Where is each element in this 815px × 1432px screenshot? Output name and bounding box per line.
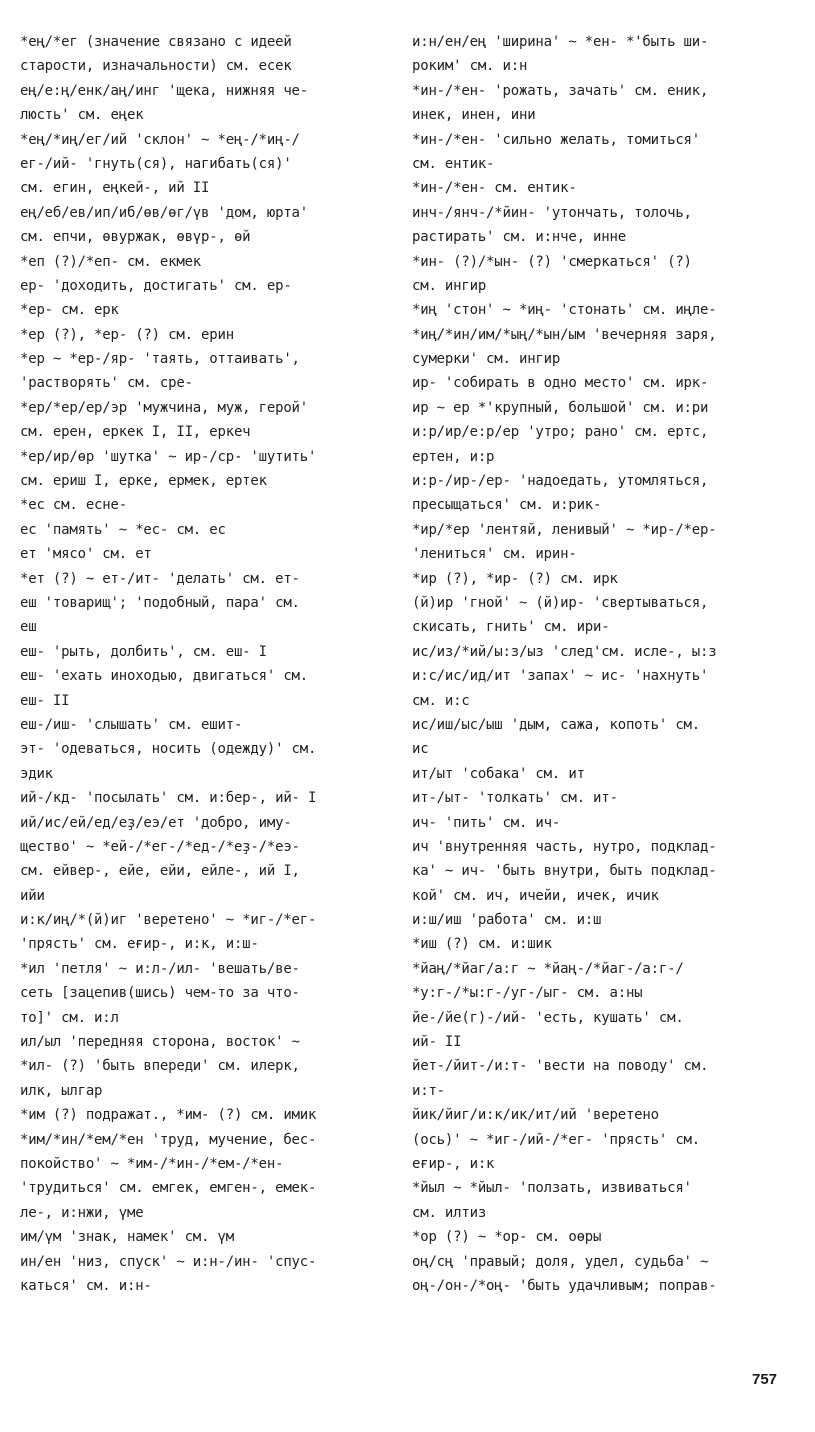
- text-line: ий- II: [412, 1034, 462, 1051]
- text-line: ич- 'пить' см. ич-: [412, 814, 561, 831]
- text-line: ич 'внутренняя часть, нутро, подклад-: [412, 838, 717, 855]
- text-line: *иң/*ин/им/*ың/*ын/ым 'вечерняя заря,: [412, 326, 717, 343]
- text-line: см. ингир: [412, 277, 487, 294]
- text-line: еғир-, и:к: [412, 1155, 495, 1172]
- text-line: оң-/он-/*оң- 'быть удачливым; поправ-: [412, 1277, 717, 1294]
- text-line: *ин-/*ен- 'сильно желать, томиться': [412, 131, 701, 148]
- text-line: инек, инен, ини: [412, 107, 536, 124]
- text-line: см. ейвер-, ейе, ейи, ейле-, ий I,: [20, 863, 300, 880]
- text-line: *иң 'стон' ~ *иң- 'стонать' см. иңле-: [412, 302, 717, 319]
- text-line: см. илтиз: [412, 1204, 487, 1221]
- text-line: см. ентик-: [412, 155, 495, 172]
- text-line: *ер- см. ерк: [20, 302, 119, 319]
- page-number: 757: [752, 1371, 778, 1388]
- text-line: оң/сң 'правый; доля, удел, судьба' ~: [412, 1253, 709, 1270]
- text-line: ис/иш/ыс/ыш 'дым, сажа, копоть' см.: [412, 716, 701, 733]
- text-line: и:к/иң/*(й)иг 'веретено' ~ *иг-/*ег-: [20, 912, 317, 929]
- text-line: кой' см. ич, ичейи, ичек, ичик: [412, 887, 659, 904]
- text-line: ер- 'доходить, достигать' см. ер-: [20, 277, 292, 294]
- text-line: роким' см. и:н: [412, 58, 528, 75]
- text-line: илк, ылгар: [20, 1082, 103, 1099]
- text-line: еш- II: [20, 692, 70, 709]
- text-line: ка' ~ ич- 'быть внутри, быть подклад-: [412, 863, 717, 880]
- text-line: *ер ~ *ер-/яр- 'таять, оттаивать',: [20, 351, 300, 368]
- text-line: ий-/кд- 'посылать' см. и:бер-, ий- I: [20, 790, 317, 807]
- text-line: эт- 'одеваться, носить (одежду)' см.: [20, 741, 317, 758]
- right-column: [412, 30, 797, 1298]
- text-line: и:р/ир/е:р/ер 'утро; рано' см. ертс,: [412, 424, 709, 441]
- text-line: *иш (?) см. и:шик: [412, 936, 552, 953]
- text-line: ет 'мясо' см. ет: [20, 546, 152, 563]
- text-line: и:ш/иш 'работа' см. и:ш: [412, 912, 602, 929]
- text-line: йик/йиг/и:к/ик/ит/ий 'веретено: [412, 1107, 659, 1124]
- text-line: еш 'товарищ'; 'подобный, пара' см.: [20, 594, 300, 611]
- text-line: *йаң/*йаг/а:г ~ *йаң-/*йаг-/а:г-/: [412, 960, 684, 977]
- text-line: еш- 'рыть, долбить', см. еш- I: [20, 643, 267, 660]
- text-line: см. егин, еңкей-, ий II: [20, 180, 210, 197]
- text-line: *eң/*иң/ег/ий 'склон' ~ *eң-/*иң-/: [20, 131, 300, 148]
- text-line: ис/из/*ий/ы:з/ыз 'след'см. исле-, ы:з: [412, 643, 717, 660]
- text-line: и:т-: [412, 1082, 445, 1099]
- text-line: см. ериш I, ерке, ермек, ертек: [20, 473, 267, 490]
- text-line: см. ерен, еркек I, II, еркеч: [20, 424, 251, 441]
- text-line: *ер (?), *ер- (?) см. ерин: [20, 326, 234, 343]
- text-line: ес 'память' ~ *ес- см. ес: [20, 521, 226, 538]
- text-line: *eп (?)/*eп- см. екмек: [20, 253, 202, 270]
- text-line: люсть' см. еңек: [20, 107, 144, 124]
- text-line: *ин-/*ен- 'рожать, зачать' см. еник,: [412, 82, 709, 99]
- text-line: и:р-/ир-/ер- 'надоедать, утомляться,: [412, 473, 709, 490]
- text-line: *ес см. есне-: [20, 497, 127, 514]
- text-line: *ир/*ер 'лентяй, ленивый' ~ *ир-/*ер-: [412, 521, 717, 538]
- text-line: каться' см. и:н-: [20, 1277, 152, 1294]
- text-line: ир ~ ер *'крупный, большой' см. и:ри: [412, 399, 709, 416]
- text-line: старости, изначальности) см. есек: [20, 58, 292, 75]
- text-line: ир- 'собирать в одно место' см. ирк-: [412, 375, 709, 392]
- text-line: *ер/*ер/ер/эр 'мужчина, муж, герой': [20, 399, 309, 416]
- text-line: ит/ыт 'собака' см. ит: [412, 765, 585, 782]
- text-line: *ин-/*ен- см. ентик-: [412, 180, 577, 197]
- text-line: (й)ир 'гной' ~ (й)ир- 'свертываться,: [412, 594, 709, 611]
- text-line: *им (?) подражат., *им- (?) см. имик: [20, 1107, 317, 1124]
- text-line: пресыщаться' см. и:рик-: [412, 497, 602, 514]
- text-line: (ось)' ~ *иг-/ий-/*ег- 'прясть' см.: [412, 1131, 701, 1148]
- text-line: сеть [зацепив(шись) чем-то за что-: [20, 985, 300, 1002]
- text-line: ий/ис/ей/ед/еҙ/еэ/ет 'добро, иму-: [20, 814, 292, 831]
- text-line: щество' ~ *ей-/*ег-/*ед-/*еҙ-/*еэ-: [20, 838, 300, 855]
- text-line: сумерки' см. ингир: [412, 351, 561, 368]
- text-line: йет-/йит-/и:т- 'вести на поводу' см.: [412, 1058, 709, 1075]
- text-line: инч-/янч-/*йин- 'утончать, толочь,: [412, 204, 692, 221]
- text-line: *им/*ин/*ем/*ен 'труд, мучение, бес-: [20, 1131, 317, 1148]
- text-line: еш: [20, 619, 37, 636]
- text-line: им/үм 'знак, намек' см. үм: [20, 1229, 234, 1246]
- text-line: 'растворять' см. сре-: [20, 375, 193, 392]
- text-line: ег-/ий- 'гнуть(ся), нагибать(ся)': [20, 155, 292, 172]
- text-line: 'трудиться' см. емгек, емген-, емек-: [20, 1180, 317, 1197]
- text-line: ертен, и:р: [412, 448, 495, 465]
- text-line: см. епчи, өвуржак, өвүр-, өй: [20, 229, 251, 246]
- text-line: покойство' ~ *им-/*ин-/*ем-/*ен-: [20, 1155, 284, 1172]
- text-line: ит-/ыт- 'толкать' см. ит-: [412, 790, 618, 807]
- text-line: и:н/ен/ең 'ширина' ~ *ен- *'быть ши-: [412, 34, 709, 50]
- text-line: *ил- (?) 'быть впереди' см. илерк,: [20, 1058, 300, 1075]
- text-line: еш-/иш- 'слышать' см. ешит-: [20, 716, 243, 733]
- text-line: *ин- (?)/*ын- (?) 'смеркаться' (?): [412, 253, 692, 270]
- text-line: ийи: [20, 887, 45, 904]
- text-line: 'лениться' см. ирин-: [412, 546, 577, 563]
- text-line: ле-, и:нжи, үме: [20, 1204, 144, 1221]
- text-line: эдик: [20, 765, 53, 782]
- text-line: и:с/ис/ид/ит 'запах' ~ ис- 'нахнуть': [412, 668, 709, 685]
- text-line: *ир (?), *ир- (?) см. ирк: [412, 570, 618, 587]
- left-column: [20, 30, 385, 1298]
- text-line: скисать, гнить' см. ири-: [412, 619, 610, 636]
- text-line: см. и:с: [412, 692, 470, 709]
- text-line: ин/ен 'низ, спуск' ~ и:н-/ин- 'спус-: [20, 1253, 317, 1270]
- text-line: eң/e:ң/енк/аң/инг 'щека, нижняя че-: [20, 82, 309, 99]
- text-line: eң/еб/ев/ип/иб/өв/өг/үв 'дом, юрта': [20, 204, 309, 221]
- text-line: ис: [412, 741, 429, 758]
- text-line: *eң/*eг (значение связано с идеей: [20, 34, 292, 50]
- text-line: *ер/ир/өр 'шутка' ~ ир-/ср- 'шутить': [20, 448, 317, 465]
- text-line: еш- 'ехать иноходью, двигаться' см.: [20, 668, 309, 685]
- text-line: *ил 'петля' ~ и:л-/ил- 'вешать/ве-: [20, 960, 300, 977]
- text-line: то]' см. и:л: [20, 1009, 119, 1026]
- text-line: *у:г-/*ы:г-/уг-/ыг- см. а:ны: [412, 985, 643, 1002]
- text-line: *ор (?) ~ *ор- см. оөры: [412, 1229, 602, 1246]
- text-line: *йыл ~ *йыл- 'ползать, извиваться': [412, 1180, 692, 1197]
- text-line: 'прясть' см. еғир-, и:к, и:ш-: [20, 936, 259, 953]
- text-line: растирать' см. и:нче, инне: [412, 229, 626, 246]
- text-line: йе-/йе(г)-/ий- 'есть, кушать' см.: [412, 1009, 684, 1026]
- text-line: ил/ыл 'передняя сторона, восток' ~: [20, 1034, 300, 1051]
- text-line: *ет (?) ~ ет-/ит- 'делать' см. ет-: [20, 570, 300, 587]
